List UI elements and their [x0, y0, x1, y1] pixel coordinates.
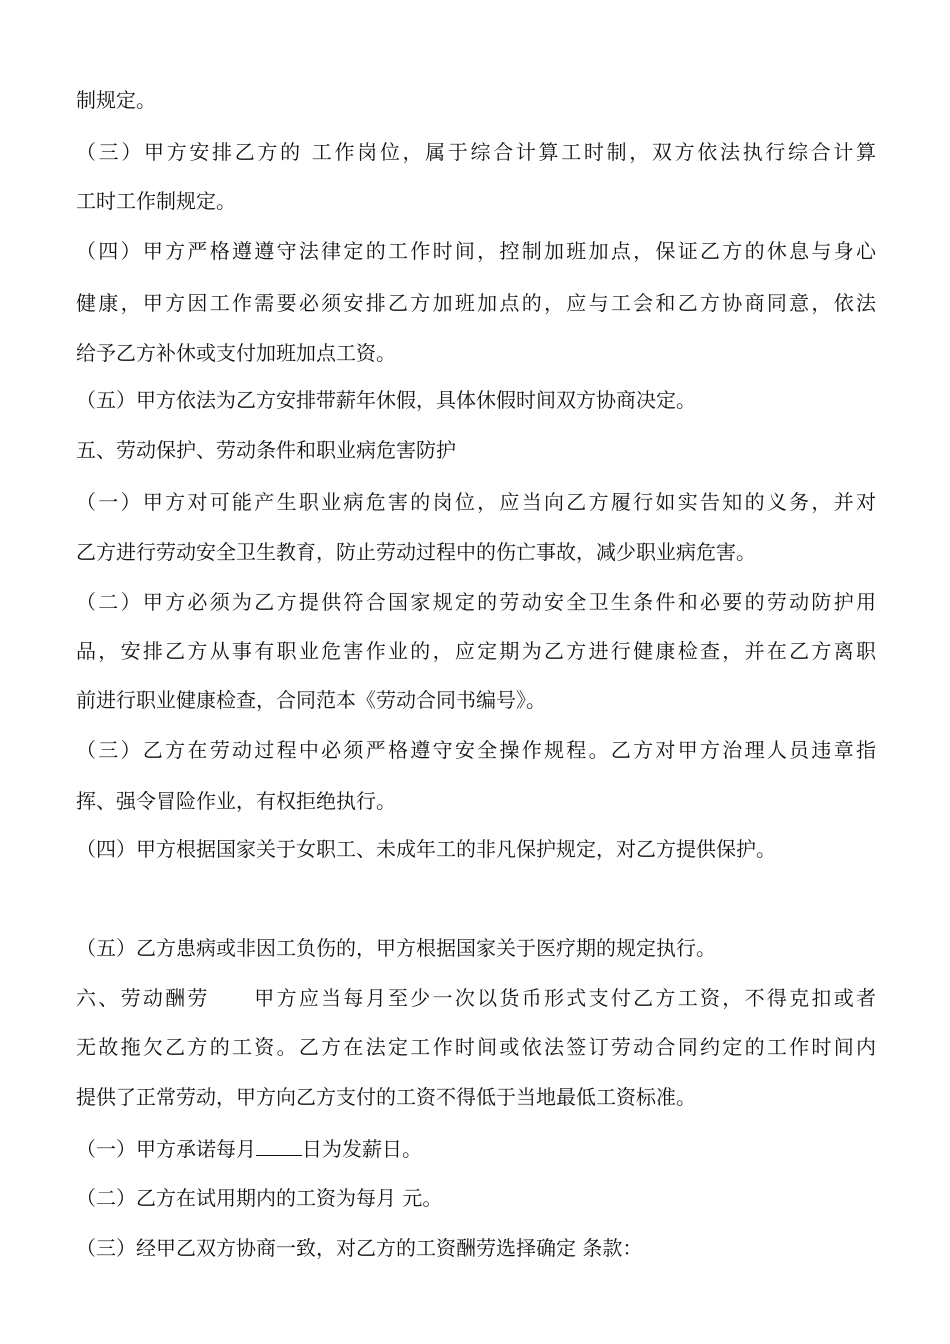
section-heading: 六、劳动酬劳 甲方应当每月至少一次以货币形式支付乙方工资，不得克扣或者 [76, 986, 876, 1010]
section-heading: 五、劳动保护、劳动条件和职业病危害防护 [76, 438, 456, 462]
text-line: （二）甲方必须为乙方提供符合国家规定的劳动安全卫生条件和必要的劳动防护用 [76, 590, 876, 614]
text-line: 无故拖欠乙方的工资。乙方在法定工作时间或依法签订劳动合同约定的工作时间内 [76, 1035, 876, 1059]
text-line: （五）乙方患病或非因工负伤的，甲方根据国家关于医疗期的规定执行。 [76, 936, 716, 960]
text-line: 工时工作制规定。 [76, 189, 236, 213]
text-line: 前进行职业健康检查，合同范本《劳动合同书编号》。 [76, 688, 546, 712]
text-line: （四）甲方严格遵遵守法律定的工作时间，控制加班加点，保证乙方的休息与身心 [76, 239, 876, 263]
text-line: 品，安排乙方从事有职业危害作业的，应定期为乙方进行健康检查，并在乙方离职 [76, 639, 876, 663]
payday-clause [76, 1136, 422, 1162]
text-line: 提供了正常劳动，甲方向乙方支付的工资不得低于当地最低工资标准。 [76, 1085, 696, 1109]
text-line: （三）经甲乙双方协商一致，对乙方的工资酬劳选择确定 条款： [76, 1236, 643, 1260]
text-line: （三）乙方在劳动过程中必须严格遵守安全操作规程。乙方对甲方治理人员违章指 [76, 738, 876, 762]
text-line: （三）甲方安排乙方的 工作岗位，属于综合计算工时制，双方依法执行综合计算 [76, 140, 876, 164]
text-line: （四）甲方根据国家关于女职工、未成年工的非凡保护规定，对乙方提供保护。 [76, 837, 776, 861]
payday-text-after: 日为发薪日。 [302, 1137, 422, 1161]
text-line: （五）甲方依法为乙方安排带薪年休假，具体休假时间双方协商决定。 [76, 388, 696, 412]
payday-text-before: （一）甲方承诺每月 [76, 1137, 256, 1161]
payday-blank [256, 1137, 302, 1156]
text-line: 乙方进行劳动安全卫生教育，防止劳动过程中的伤亡事故，减少职业病危害。 [76, 540, 756, 564]
text-line: 给予乙方补休或支付加班加点工资。 [76, 341, 396, 365]
text-line: （一）甲方对可能产生职业病危害的岗位，应当向乙方履行如实告知的义务，并对 [76, 490, 876, 514]
text-line: 挥、强令冒险作业，有权拒绝执行。 [76, 789, 396, 813]
text-line: 健康，甲方因工作需要必须安排乙方加班加点的，应与工会和乙方协商同意，依法 [76, 291, 876, 315]
text-line: 制规定。 [76, 88, 156, 112]
probation-wage-clause: （二）乙方在试用期内的工资为每月 元。 [76, 1186, 443, 1210]
